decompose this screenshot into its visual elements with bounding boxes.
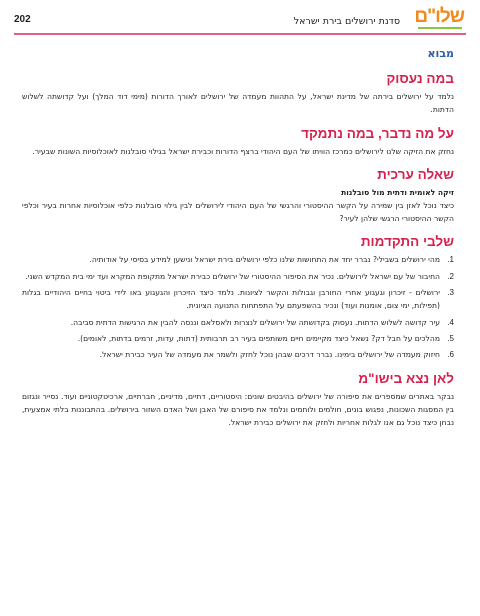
value-body: כיצד נוכל לאזן בין שמירה על הקשר ההיסטורי והרגשי של העם היהודי לירושלים לבין גילוי סובלנות כלפי אוכלוסיות אחרות בעיר וכלפי הקשר ההיסטורי הרגשי שלהן לעיר? xyxy=(22,200,454,224)
page-number: 202 xyxy=(14,14,31,25)
list-item-number: 3. xyxy=(447,288,454,298)
action-heading: לאן נצא בישו"מ xyxy=(358,370,454,386)
logo-text: שלו"ם xyxy=(414,6,464,27)
list-item-text: מהי ירושלים בשבילי? נברר יחד את התחושות שלנו כלפי ירושלים בירת ישראל ונישען למידע בסיסי על אודותיה. xyxy=(89,255,440,265)
steps-list xyxy=(22,253,454,361)
how-body: נחזק את הזיקה שלנו לירושלים כמרכז הוויתו של העם היהודי ברצף הדורות וכבירת ישראל בגילוי סובלנות לאוכלוסיות השונות שבעיר. xyxy=(32,146,454,156)
list-item xyxy=(22,348,454,361)
list-item xyxy=(22,316,454,329)
series-title: סדנת ירושלים בירת ישראל xyxy=(293,16,400,27)
intro-title: מבוא xyxy=(427,47,454,60)
list-item-text: חיזוק מעמדה של ירושלים בימינו. נברר דרכים שבהן נוכל לחזק ולשמר את מעמדה של העיר כבירת ישראל. xyxy=(99,350,440,360)
action-body: נבקר באתרים שמספרים את סיפורה של ירושלים בהיבטים שונים: היסטוריים, דתיים, מדיניים, חברתיים, ארכיטקטוניים ועוד. נסייר ונגזום בין המסגות השכונות, נפגוש בונים, חולמים ולוחמים ונלמד את סיפורם של האבן ושל האדם השזור בירושלים. בהתבוננות בלתי אמצעית, נבחן כיצד נוכל גם אנו לגלות אחריות ולחזק את ירושלים כבירת ישראל. xyxy=(22,391,454,428)
what-body: נלמד על ירושלים בירתה של מדינת ישראל, על התהוות מעמדה של ירושלים לאורך הדורות (מימי דוד המלך) ועל קדושתה לשלוש הדתות. xyxy=(22,92,454,115)
what-heading: במה נעסוק xyxy=(386,71,454,86)
list-item-number: 6. xyxy=(447,350,454,360)
list-item-number: 5. xyxy=(447,333,454,343)
value-section xyxy=(22,167,454,226)
list-item xyxy=(22,286,454,313)
steps-heading: שלבי התקדמות xyxy=(360,234,454,250)
list-item-number: 4. xyxy=(447,317,454,327)
list-item-text: עיר קדושה לשלוש הדתות. נעסוק בקדושתה של ירושלים לנצרות ולאסלאם וננסה להבין את הרגישות הדתית סביבה. xyxy=(70,317,440,327)
list-item-text: מהלכים על חבל דק? נשאל כיצד מקיימים חיים משותפים בעיר רב תרבותית (דתות, עדות, זרמים בדתות, לאומים). xyxy=(77,333,440,343)
header-divider xyxy=(14,33,466,35)
action-section xyxy=(22,371,454,430)
how-heading: על מה נדבר, במה נתמקד xyxy=(301,125,454,141)
brand-logo xyxy=(410,8,466,36)
list-item-number: 1. xyxy=(447,255,454,265)
value-subhead: זיקה לאומית ודתית מול סובלנות xyxy=(341,187,454,197)
steps-section xyxy=(22,234,454,361)
list-item xyxy=(22,332,454,345)
list-item xyxy=(22,270,454,283)
value-heading: שאלה ערכית xyxy=(377,166,454,182)
list-item-text: החיבור של עם ישראל לירושלים. נכיר את הסיפור ההיסטורי של ירושלים כבירת ישראל מתקופת המקרא ועד ימי בית המקדש השני. xyxy=(25,271,440,281)
list-item-text: ירושלים - זיכרון וגעגוע אחרי החורבן וגבולות והקשר לציונות. נלמד כיצד הזיכרון והגעגוע באו לידי ביטוי בחיים היהודיים בגלות (תפילות, ימי צום, אומנות ועוד) ונכיר בהשפעתם על התפתחות התנועה הציונית. xyxy=(22,288,440,311)
page-content xyxy=(22,42,454,438)
list-item-number: 2. xyxy=(447,271,454,281)
list-item xyxy=(22,253,454,266)
what-section xyxy=(22,71,454,117)
how-section xyxy=(22,126,454,158)
